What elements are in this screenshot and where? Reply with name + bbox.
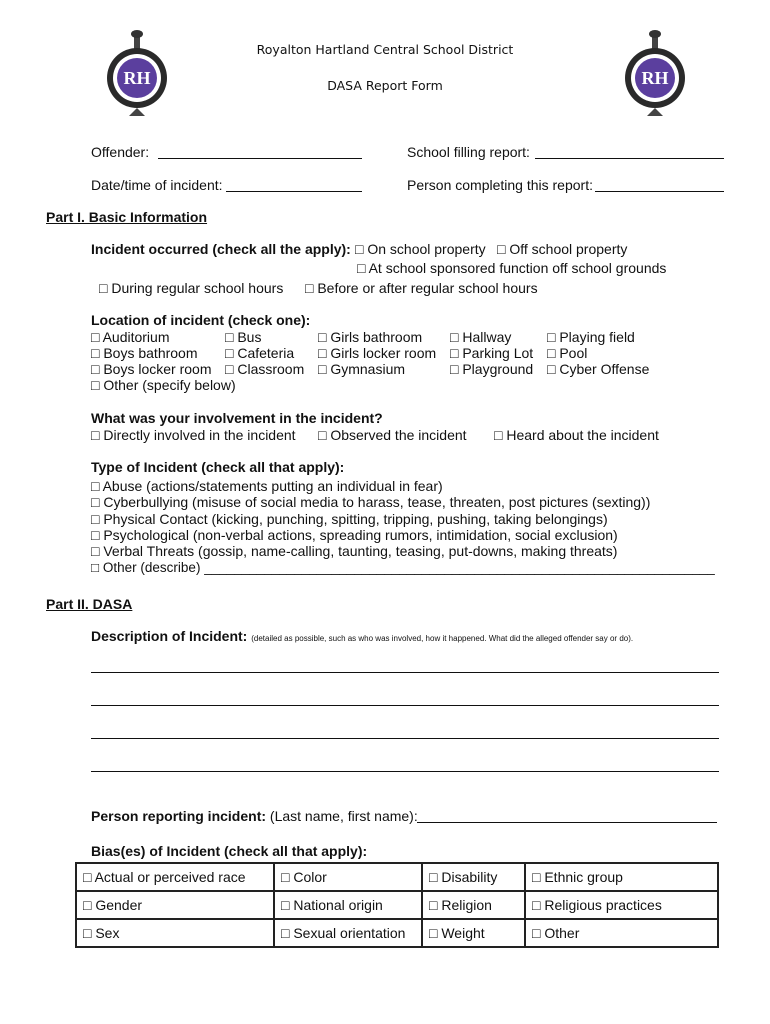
loc-bus[interactable]: □ Bus xyxy=(225,329,262,345)
form-title: DASA Report Form xyxy=(327,78,443,93)
involvement-observed[interactable]: □ Observed the incident xyxy=(318,427,467,443)
bias-disability[interactable]: □ Disability xyxy=(422,863,525,891)
involvement-direct[interactable]: □ Directly involved in the incident xyxy=(91,427,296,443)
reporting-heading xyxy=(91,808,418,824)
incident-occurred-label: Incident occurred (check all the apply): xyxy=(91,241,351,257)
reporting-note: (Last name, first name): xyxy=(269,808,418,824)
offender-field[interactable] xyxy=(158,158,362,159)
loc-other[interactable]: □ Other (specify below) xyxy=(91,377,236,393)
description-line-2[interactable] xyxy=(91,705,719,706)
loc-playing-field[interactable]: □ Playing field xyxy=(547,329,635,345)
reporting-field[interactable] xyxy=(417,822,717,823)
description-heading xyxy=(91,628,633,644)
bias-religious-practices[interactable]: □ Religious practices xyxy=(525,891,718,919)
description-line-3[interactable] xyxy=(91,738,719,739)
bias-race[interactable]: □ Actual or perceived race xyxy=(76,863,274,891)
school-label: School filling report: xyxy=(407,144,530,160)
opt-on-school-property[interactable]: □ On school property xyxy=(355,241,486,257)
type-abuse[interactable]: □ Abuse (actions/statements putting an individual in fear) xyxy=(91,478,443,494)
type-verbal[interactable]: □ Verbal Threats (gossip, name-calling, taunting, teasing, put-downs, making threats) xyxy=(91,543,618,559)
bias-label: Bias(es) of Incident (check all that apply): xyxy=(91,843,368,859)
involvement-label: What was your involvement in the incident? xyxy=(91,410,383,426)
person-completing-label: Person completing this report: xyxy=(407,177,593,193)
loc-cyber-offense[interactable]: □ Cyber Offense xyxy=(547,361,650,377)
loc-auditorium[interactable]: □ Auditorium xyxy=(91,329,170,345)
loc-girls-bathroom[interactable]: □ Girls bathroom xyxy=(318,329,423,345)
part2-heading: Part II. DASA xyxy=(46,596,133,612)
description-label: Description of Incident: xyxy=(91,628,248,644)
table-row xyxy=(76,919,718,947)
part1-heading: Part I. Basic Information xyxy=(46,209,208,225)
loc-playground[interactable]: □ Playground xyxy=(450,361,534,377)
bias-national-origin[interactable]: □ National origin xyxy=(274,891,422,919)
loc-cafeteria[interactable]: □ Cafeteria xyxy=(225,345,295,361)
opt-off-school-property[interactable]: □ Off school property xyxy=(497,241,628,257)
loc-boys-locker-room[interactable]: □ Boys locker room xyxy=(91,361,212,377)
datetime-label: Date/time of incident: xyxy=(91,177,223,193)
table-row xyxy=(76,891,718,919)
bias-weight[interactable]: □ Weight xyxy=(422,919,525,947)
opt-regular-hours[interactable]: □ During regular school hours xyxy=(99,280,284,296)
datetime-field[interactable] xyxy=(226,191,362,192)
bias-religion[interactable]: □ Religion xyxy=(422,891,525,919)
type-other[interactable]: □ Other (describe) ____________________________________________________________________ xyxy=(91,560,715,575)
location-label: Location of incident (check one): xyxy=(91,312,311,328)
school-field[interactable] xyxy=(535,158,724,159)
bias-ethnic-group[interactable]: □ Ethnic group xyxy=(525,863,718,891)
bias-gender[interactable]: □ Gender xyxy=(76,891,274,919)
loc-classroom[interactable]: □ Classroom xyxy=(225,361,305,377)
loc-parking-lot[interactable]: □ Parking Lot xyxy=(450,345,534,361)
opt-school-function[interactable]: □ At school sponsored function off school grounds xyxy=(357,260,667,276)
loc-pool[interactable]: □ Pool xyxy=(547,345,588,361)
district-name: Royalton Hartland Central School District xyxy=(256,42,514,57)
person-completing-field[interactable] xyxy=(595,191,724,192)
loc-hallway[interactable]: □ Hallway xyxy=(450,329,512,345)
involvement-heard[interactable]: □ Heard about the incident xyxy=(494,427,659,443)
opt-before-after-hours[interactable]: □ Before or after regular school hours xyxy=(305,280,538,296)
bias-color[interactable]: □ Color xyxy=(274,863,422,891)
reporting-label: Person reporting incident: xyxy=(91,808,267,824)
type-psychological[interactable]: □ Psychological (non-verbal actions, spreading rumors, intimidation, social exclusion) xyxy=(91,527,618,543)
type-cyberbullying[interactable]: □ Cyberbullying (misuse of social media to harass, tease, threaten, post pictures (sexting)) xyxy=(91,494,651,510)
table-row xyxy=(76,863,718,891)
bias-other[interactable]: □ Other xyxy=(525,919,718,947)
offender-label: Offender: xyxy=(91,144,150,160)
description-line-1[interactable] xyxy=(91,672,719,673)
bias-table xyxy=(75,862,719,948)
type-label: Type of Incident (check all that apply): xyxy=(91,459,345,475)
bias-sex[interactable]: □ Sex xyxy=(76,919,274,947)
description-line-4[interactable] xyxy=(91,771,719,772)
description-note: (detailed as possible, such as who was involved, how it happened. What did the alleged offender say or do). xyxy=(251,634,634,643)
svg-text:RH: RH xyxy=(123,68,151,88)
loc-gymnasium[interactable]: □ Gymnasium xyxy=(318,361,406,377)
loc-girls-locker-room[interactable]: □ Girls locker room xyxy=(318,345,437,361)
loc-boys-bathroom[interactable]: □ Boys bathroom xyxy=(91,345,198,361)
svg-text:RH: RH xyxy=(641,68,669,88)
bias-sexual-orientation[interactable]: □ Sexual orientation xyxy=(274,919,422,947)
type-physical[interactable]: □ Physical Contact (kicking, punching, spitting, tripping, pushing, taking belongings) xyxy=(91,511,608,527)
